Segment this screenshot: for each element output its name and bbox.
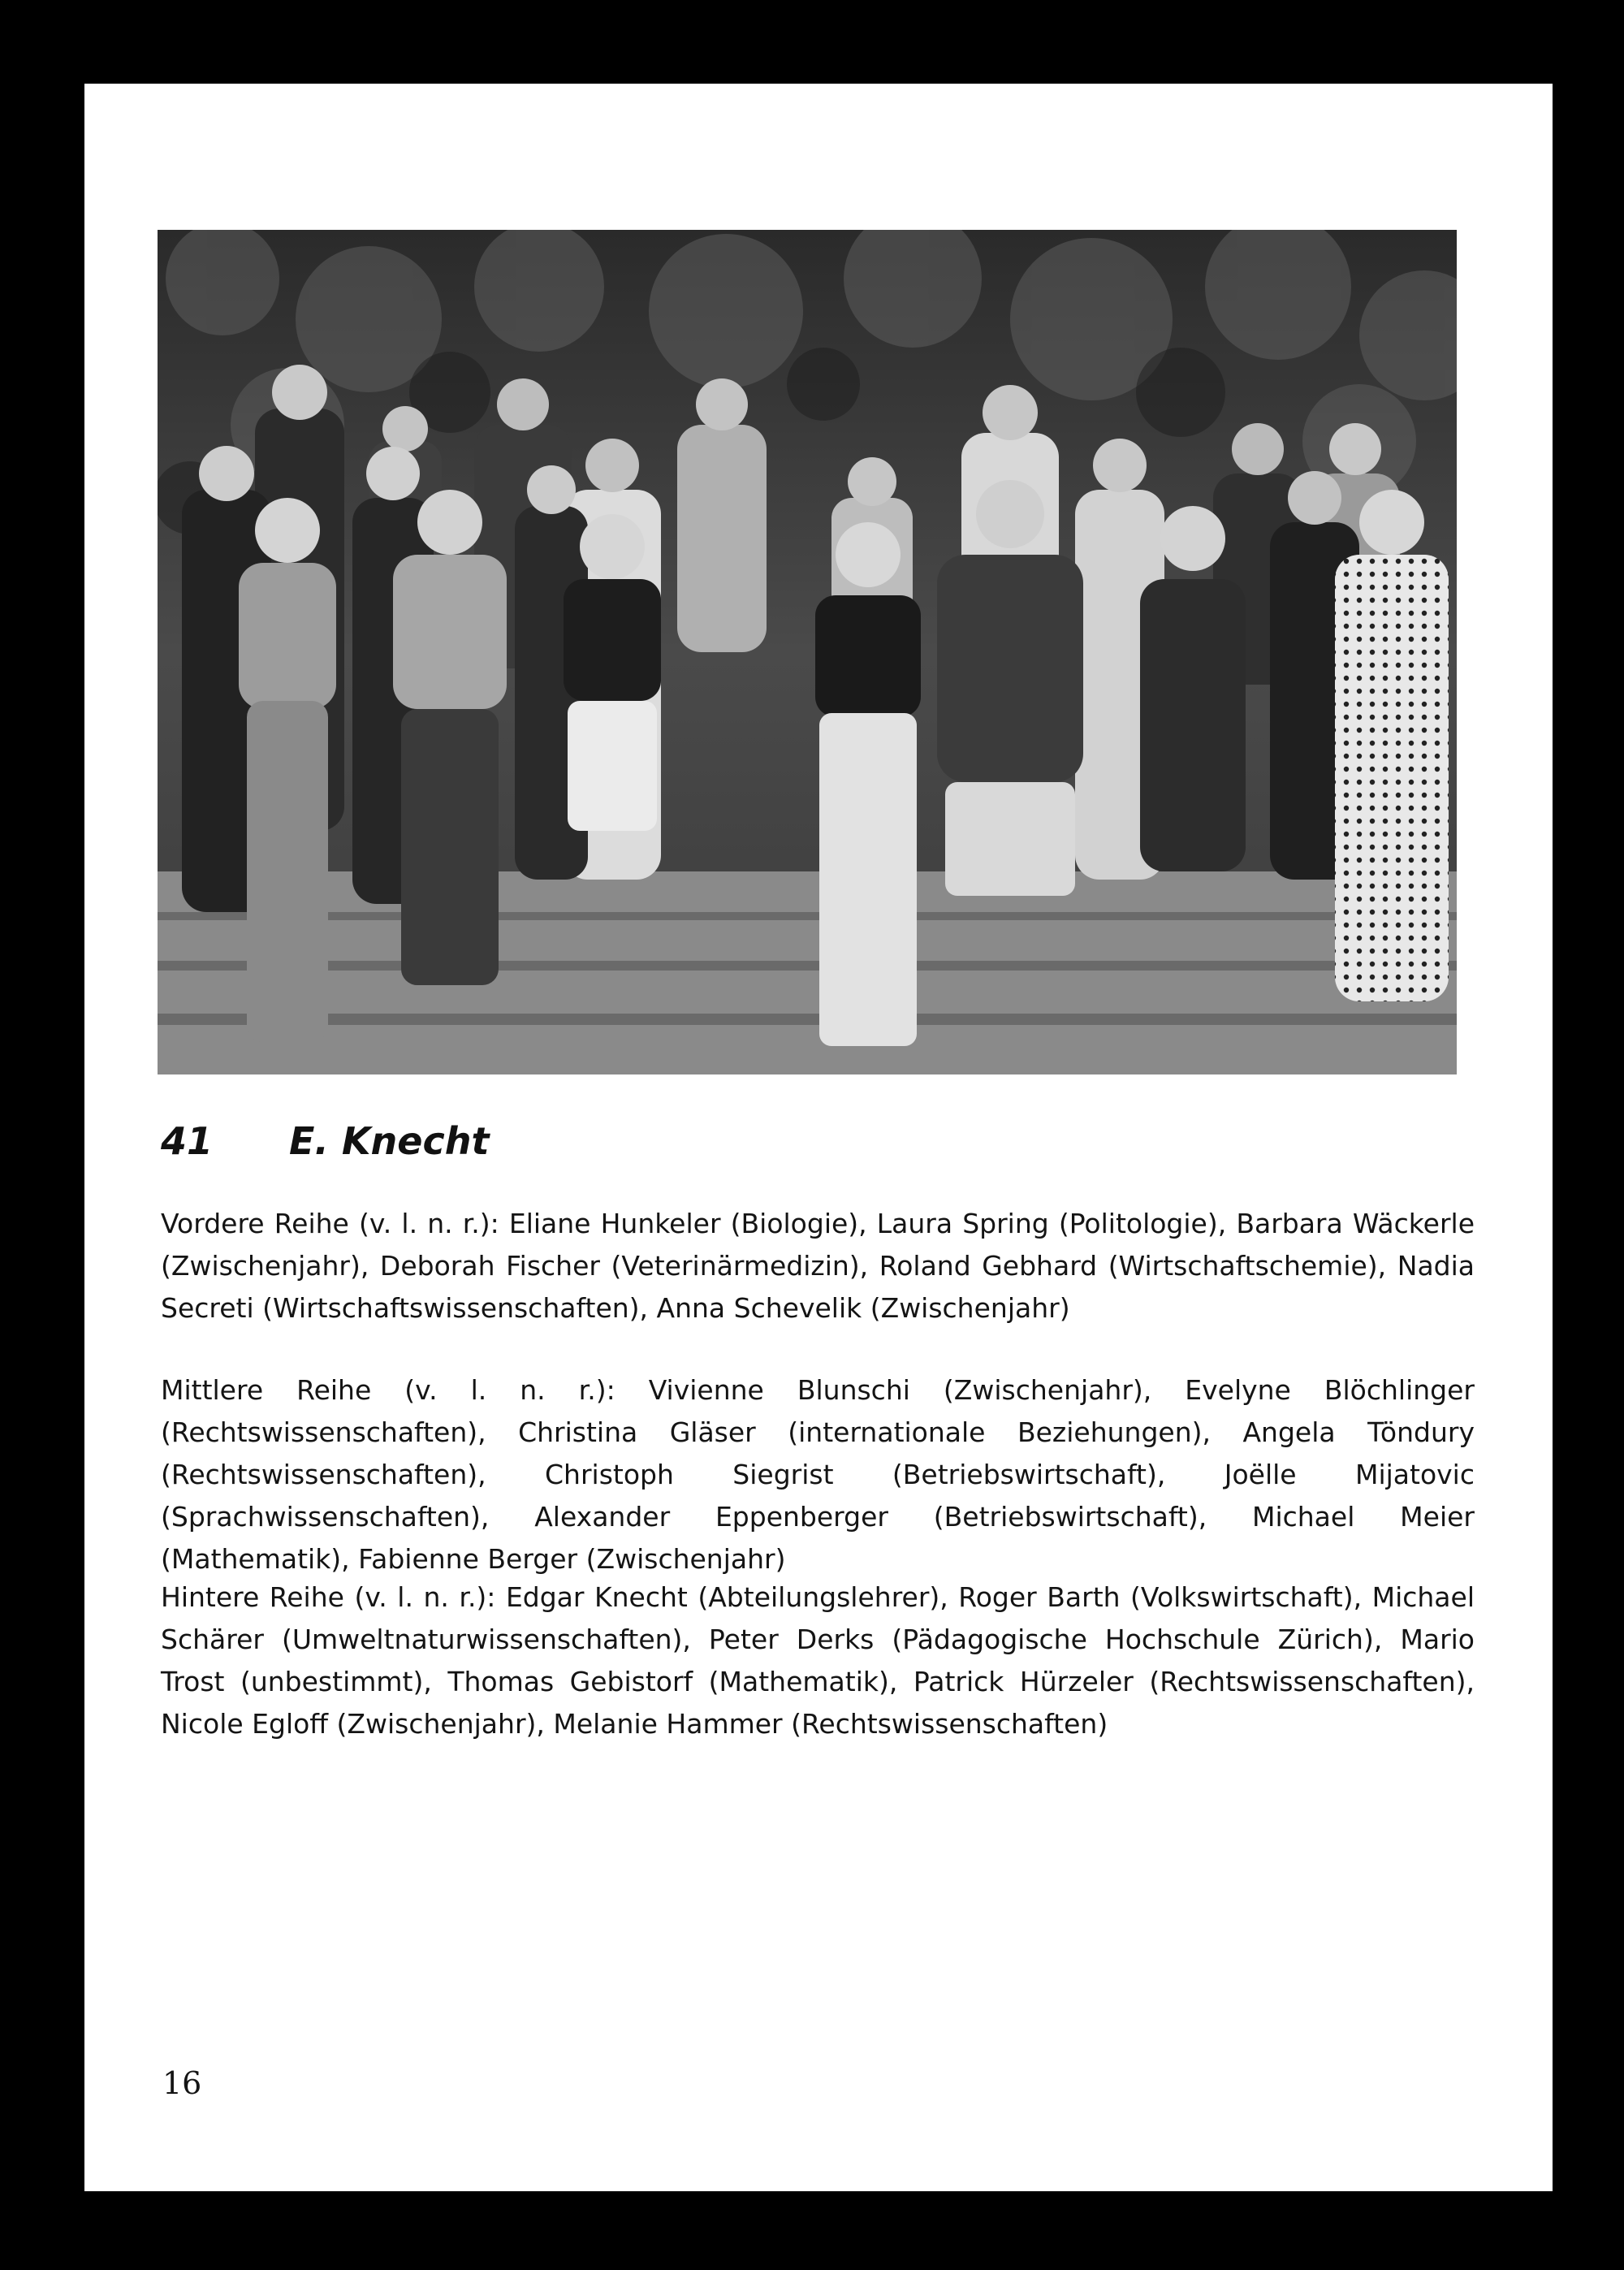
page-number: 16 bbox=[162, 2065, 202, 2101]
teacher-name: E. Knecht bbox=[289, 1119, 490, 1163]
caption-middle-row: Mittlere Reihe (v. l. n. r.): Vivienne Blunschi (Zwischenjahr), Evelyne Blöchlinger (Rechtswissenschaften), Christina Gläser (internationale Beziehungen), Angela Töndury (Rechtswissenschaften), Christoph Siegrist (Betriebswirtschaft), Joëlle Mijatovic (Sprachwissenschaften), Alexander Eppenberger (Betriebswirtschaft), Michael Meier (Mathematik), Fabienne Berger (Zwischenjahr) bbox=[161, 1374, 1475, 1575]
group-photo-illustration bbox=[158, 230, 1457, 1074]
section-number: 41 bbox=[161, 1119, 214, 1163]
document-page bbox=[84, 84, 1553, 2191]
section-heading bbox=[161, 1119, 490, 1163]
caption-front-row: Vordere Reihe (v. l. n. r.): Eliane Hunkeler (Biologie), Laura Spring (Politologie), Barbara Wäckerle (Zwischenjahr), Deborah Fischer (Veterinärmedizin), Roland Gebhard (Wirtschaftschemie), Nadia Secreti (Wirtschaftswissenschaften), Anna Schevelik (Zwischenjahr) bbox=[161, 1208, 1475, 1324]
caption-back-row: Hintere Reihe (v. l. n. r.): Edgar Knecht (Abteilungslehrer), Roger Barth (Volkswirtschaft), Michael Schärer (Umweltnaturwissenschaften), Peter Derks (Pädagogische Hochschule Zürich), Mario Trost (unbestimmt), Thomas Gebistorf (Mathematik), Patrick Hürzeler (Rechtswissenschaften), Nicole Egloff (Zwischenjahr), Melanie Hammer (Rechtswissenschaften) bbox=[161, 1581, 1475, 1740]
class-group-photo bbox=[158, 230, 1457, 1074]
